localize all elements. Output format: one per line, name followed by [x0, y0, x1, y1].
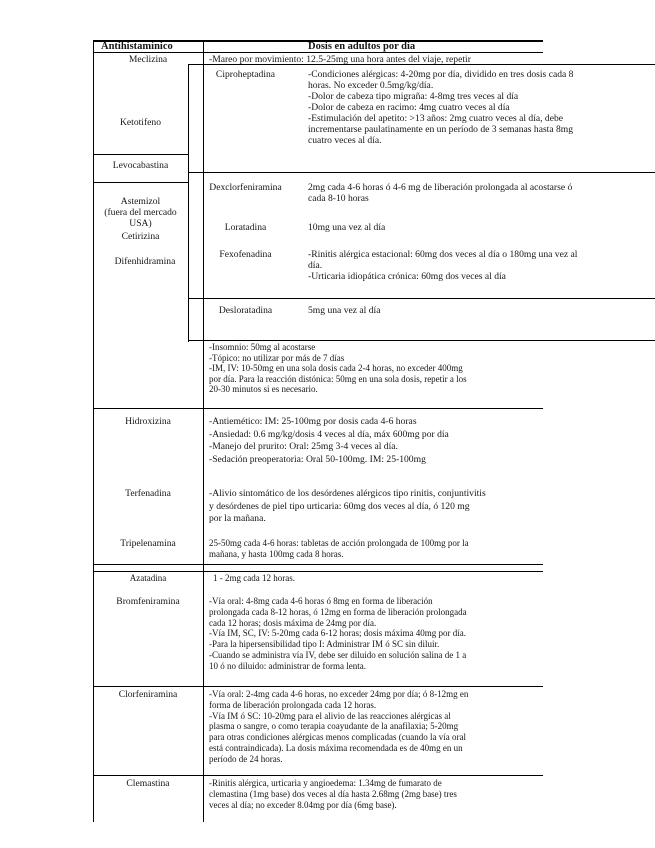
drug-name-tripelenamina: Tripelenamina — [120, 538, 176, 549]
overlay-rule — [188, 172, 655, 173]
drug-name-ketotifeno: Ketotifeno — [119, 117, 162, 128]
dose-dexclorfeniramina: 2mg cada 4-6 horas ó 4-6 mg de liberación prolongada al acostarse ó cada 8-10 horas — [308, 182, 573, 204]
dose-azatadina: 1 - 2mg cada 12 horas. — [213, 573, 295, 583]
column-header-adult-dose: Dosis en adultos por día — [308, 41, 416, 52]
drug-name-azatadina: Azatadina — [129, 573, 167, 583]
drug-name-difenhidramina: Difenhidramina — [114, 256, 176, 267]
drug-name-astemizol: Astemizol (fuera del mercado USA) — [104, 196, 177, 229]
drug-name-levocabastina: Levocabastina — [112, 160, 169, 171]
overlay-bottom-rule — [188, 340, 655, 341]
drug-name-clorfeniramina: Clorfeniramina — [118, 689, 178, 700]
header-bottom-rule — [93, 52, 543, 53]
dose-terfenadina: -Alivio sintomático de los desórdenes alérgicos tipo rinitis, conjuntivitis y desórdenes de piel tipo urticaria: 60mg dos veces al día, ó 120 mg por la mañana. — [209, 488, 486, 524]
column-divider — [203, 40, 204, 822]
drug-name-dexclorfeniramina: Dexclorfeniramina — [209, 182, 282, 193]
row-rule — [93, 775, 543, 776]
dose-fexofenadina: -Rinitis alérgica estacional: 60mg dos veces al día o 180mg una vez al día. -Urticaria idiopática crónica: 60mg dos veces al día — [308, 249, 578, 282]
drug-name-ciproheptadina: Ciproheptadina — [215, 69, 276, 80]
dose-desloratadina: 5mg una vez al día — [308, 305, 381, 316]
drug-name-bromfeniramina: Bromfeniramina — [116, 596, 180, 607]
left-table-border — [93, 40, 94, 822]
drug-name-terfenadina: Terfenadina — [125, 488, 171, 499]
drug-name-cetirizina: Cetirizina — [121, 231, 160, 242]
overlay-rule — [188, 298, 655, 299]
dose-clorfeniramina: -Vía oral: 2-4mg cada 4-6 horas, no exceder 24mg por día; ó 8-12mg en forma de liberación prolongada cada 12 horas. -Vía IM ó SC: 10-20mg para el alivio de las reacciones alérgicas al plasma o sangre, o como terapia coayudante de la anafilaxia; 5-20mg para otras condiciones alérgicas menos complicadas (cuando la vía oral está contraindicada). La dosis máxima recomendada es de 40mg en un período de 24 horas. — [209, 689, 469, 764]
row-rule — [93, 686, 543, 687]
drug-name-meclizina: Meclizina — [128, 54, 168, 65]
row-rule — [93, 154, 188, 155]
dose-hidroxizina: -Antiemético: IM: 25-100mg por dosis cada 4-6 horas -Ansiedad: 0.6 mg/kg/dosis 4 veces al día, máx 600mg por día -Manejo del prurito: Oral: 25mg 3-4 veces al día. -Sedación preoperatoria: Oral 50-100mg. IM: 25-100mg — [209, 416, 449, 465]
drug-name-fexofenadina: Fexofenadina — [219, 249, 272, 260]
drug-name-hidroxizina: Hidroxizina — [125, 416, 171, 427]
overlay-left-border — [188, 64, 189, 342]
dose-loratadina: 10mg una vez al día — [308, 222, 386, 233]
dose-meclizina: -Mareo por movimiento: 12.5-25mg una hora antes del viaje, repetir — [209, 54, 471, 65]
dose-difenhidramina: -Insomnio: 50mg al acostarse -Tópico: no utilizar por más de 7 días -IM, IV: 10-50mg en una sola dosis cada 2-4 horas, no exceder 400mg por día. Para la reacción distónica: 50mg en una sola dosis, repetir a los 20-30 minutos si es necesario. — [209, 342, 467, 395]
dose-bromfeniramina: -Vía oral: 4-8mg cada 4-6 horas ó 8mg en forma de liberación prolongada cada 8-12 horas, ó 12mg en forma de liberación prolongada cada 12 horas; dosis máxima de 24mg por día. -Vía IM, SC, IV: 5-20mg cada 6-12 horas; dosis máxima 40mg por día. -Para la hipersensibilidad tipo I: Administrar IM ó SC sin diluir. -Cuando se administra vía IV, debe ser diluido en solución salina de 1 a 10 ó no diluido: administrar de forma lenta. — [209, 596, 467, 671]
row-rule — [93, 182, 188, 183]
row-rule — [93, 564, 543, 565]
drug-name-clemastina: Clemastina — [126, 778, 170, 789]
drug-name-loratadina: Loratadina — [224, 222, 267, 233]
row-rule — [93, 408, 543, 409]
drug-name-desloratadina: Desloratadina — [218, 305, 273, 316]
row-rule — [93, 571, 543, 572]
dose-ciproheptadina: -Condiciones alérgicas: 4-20mg por día, dividido en tres dosis cada 8 horas. No exceder 0.5mg/kg/día. -Dolor de cabeza tipo migraña: 4-8mg tres veces al día -Dolor de cabeza en racimo: 4mg cuatro veces al día -Estimulación del apetito: >13 años: 2mg cuatro veces al día, debe incrementarse paulatinamente en un período de 3 semanas hasta 8mg cuatro veces al día. — [308, 69, 574, 146]
dose-tripelenamina: 25-50mg cada 4-6 horas: tabletas de acción prolongada de 100mg por la mañana, y hasta 100mg cada 8 horas. — [209, 538, 469, 559]
column-header-antihistamine: Antihistamínico — [101, 41, 173, 52]
dose-clemastina: -Rinitis alérgica, urticaria y angioedema: 1.34mg de fumarato de clemastina (1mg base) dos veces al día hasta 2.68mg (2mg base) tres veces al día; no exceder 8.04mg por día (6mg base). — [209, 778, 457, 810]
